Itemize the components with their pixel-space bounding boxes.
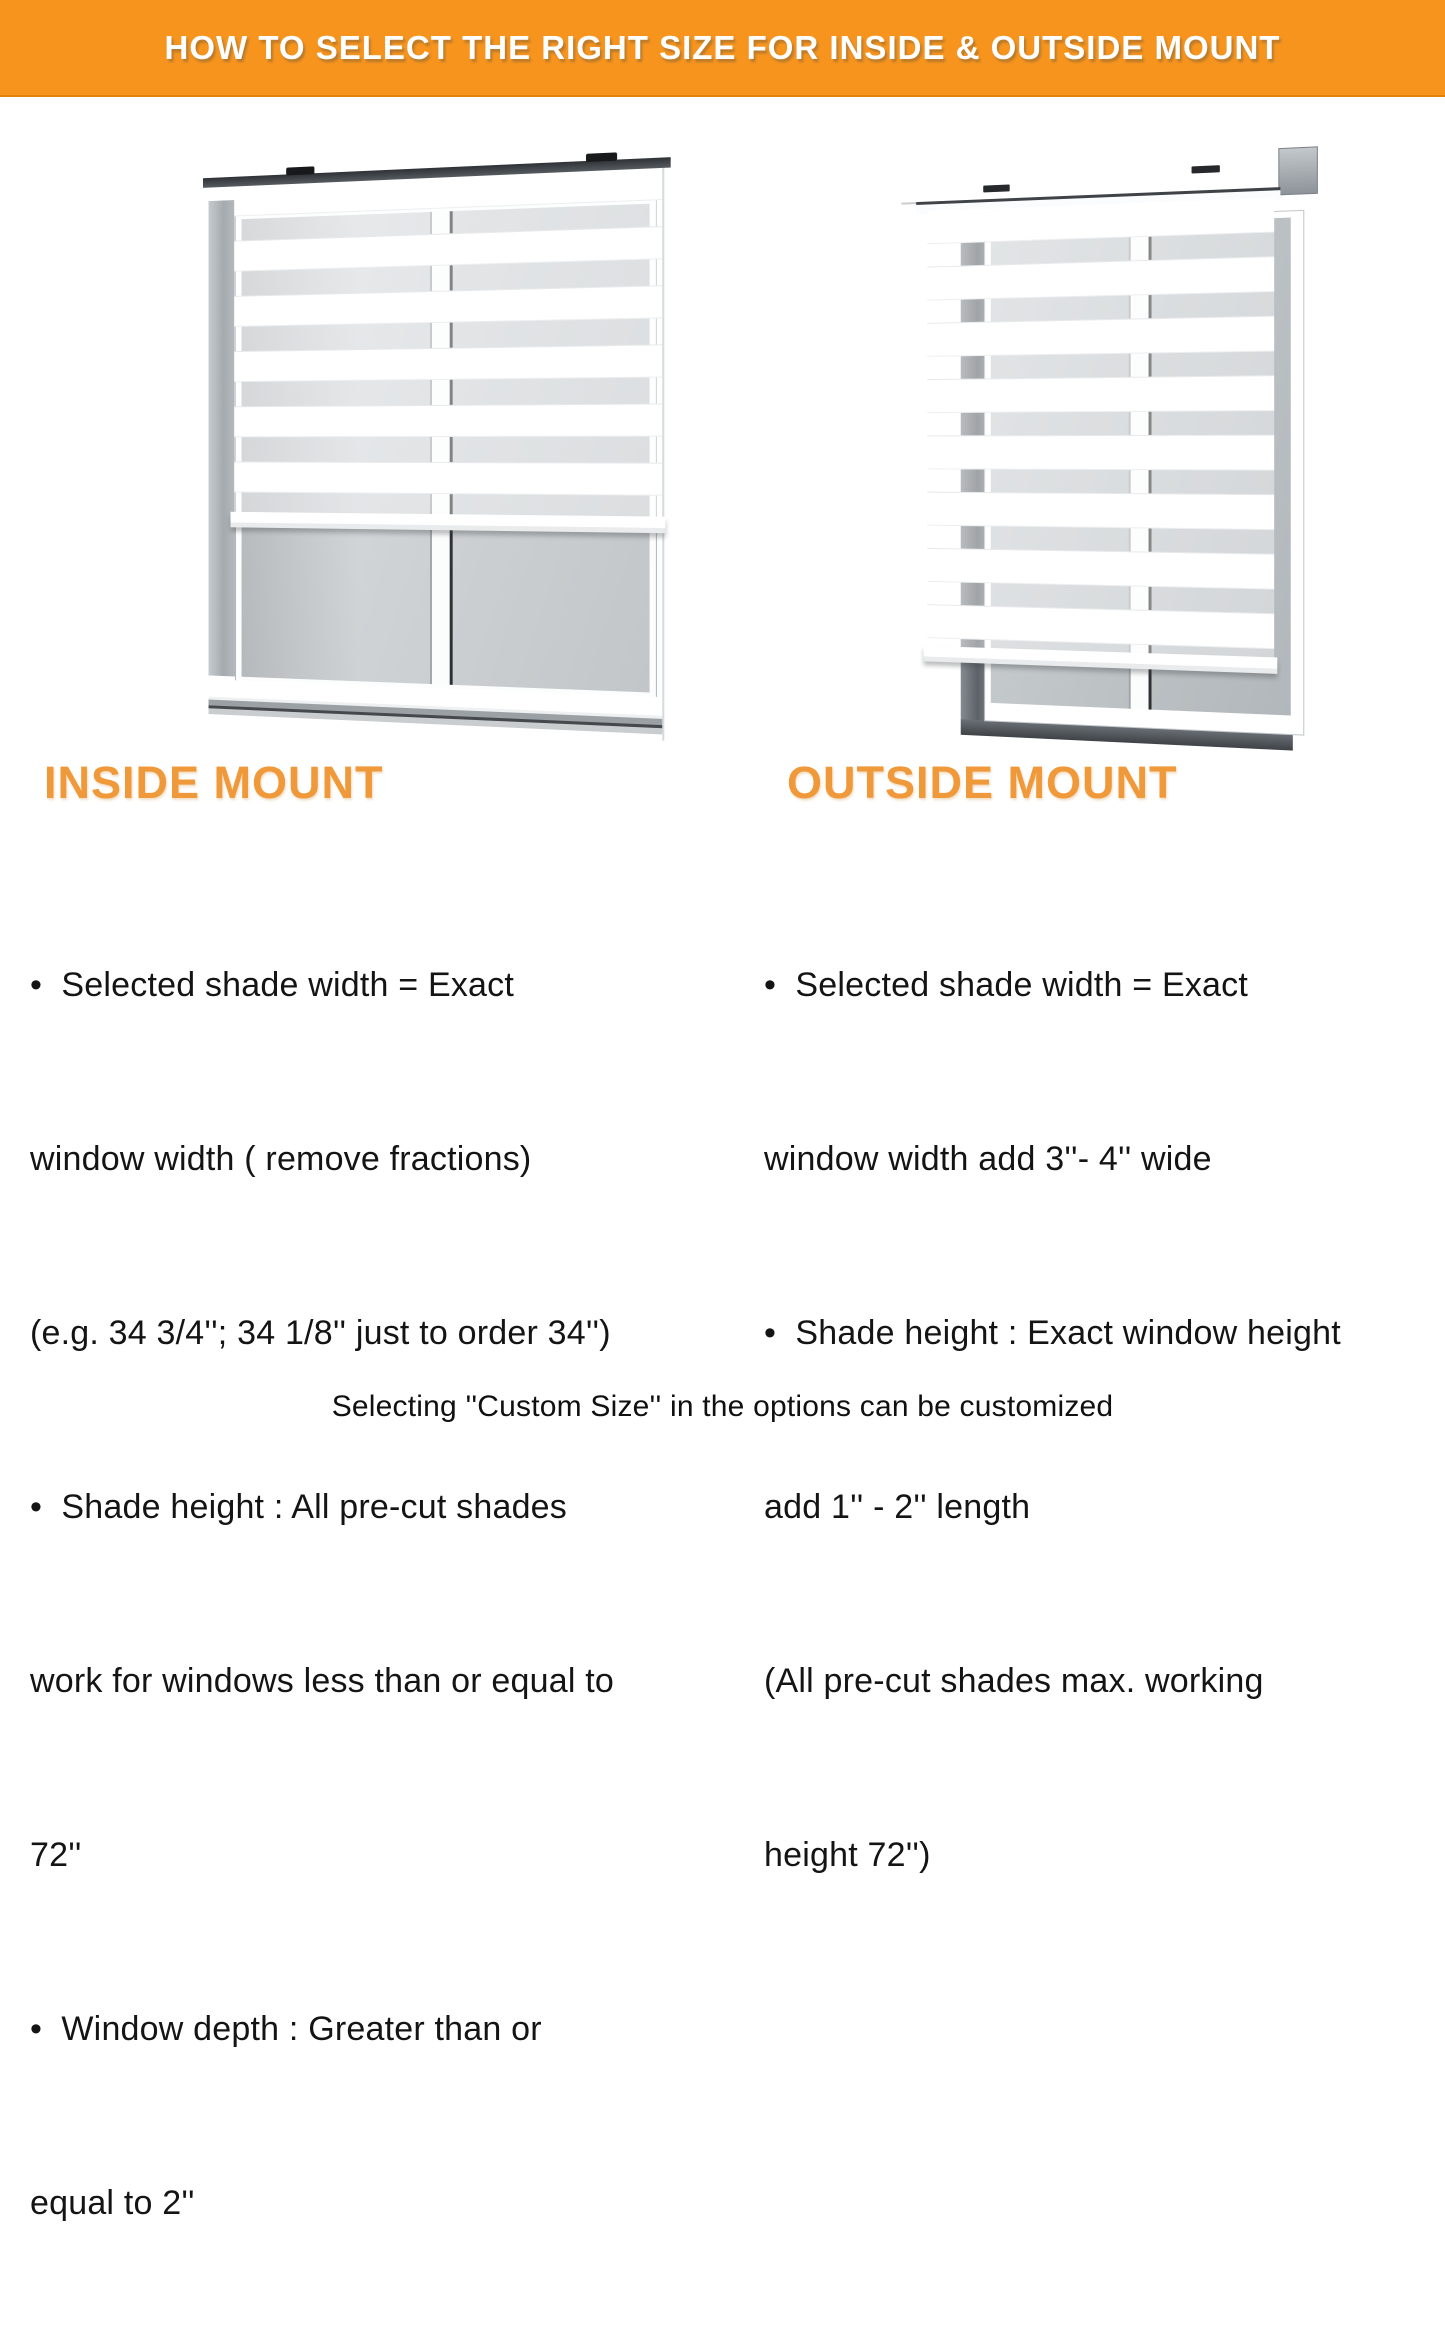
mounting-bracket: [983, 184, 1009, 192]
spec-line: equal to 2'': [30, 2184, 195, 2222]
spec-line: (All pre-cut shades max. working: [764, 1662, 1264, 1700]
spec-line: • Shade height : All pre-cut shades: [30, 1488, 567, 1526]
custom-size-note: Selecting ''Custom Size'' in the options can be customized: [331, 1390, 1114, 1423]
spec-line: height 72''): [764, 1836, 931, 1874]
corner-bracket: [1278, 146, 1318, 195]
outside-mount-figure: [890, 148, 1335, 748]
spec-line: window width add 3''- 4'' wide: [764, 1140, 1212, 1178]
spec-line: add 1'' - 2'' length: [764, 1488, 1031, 1526]
spec-line: 72'': [30, 1836, 82, 1874]
zebra-shade: [927, 198, 1274, 660]
spec-line: • Selected shade width = Exact: [30, 966, 514, 1004]
mounting-clip: [586, 152, 617, 162]
spec-line: • Shade height : Exact window height: [764, 1314, 1341, 1352]
outside-mount-heading: OUTSIDE MOUNT: [787, 757, 1178, 808]
spec-line: window width ( remove fractions): [30, 1140, 532, 1178]
outside-mount-window-illustration: [902, 137, 1339, 759]
spec-line: work for windows less than or equal to: [30, 1662, 614, 1700]
inside-mount-figure: [190, 156, 670, 736]
header-banner: [0, 0, 1445, 97]
banner-title: HOW TO SELECT THE RIGHT SIZE FOR INSIDE & OUTSIDE MOUNT: [164, 28, 1281, 66]
zebra-shade: [234, 168, 662, 519]
mounting-clip: [286, 166, 314, 175]
window-left-jamb: [209, 200, 237, 677]
inside-mount-heading: INSIDE MOUNT: [44, 757, 384, 808]
inside-mount-window-illustration: [203, 144, 675, 747]
mounting-bracket: [1192, 165, 1220, 173]
spec-line: • Window depth : Greater than or: [30, 2010, 542, 2048]
spec-line: • Selected shade width = Exact: [764, 966, 1248, 1004]
inside-mount-specs: [30, 840, 614, 2348]
spec-line: (e.g. 34 3/4''; 34 1/8'' just to order 34''): [30, 1314, 611, 1352]
